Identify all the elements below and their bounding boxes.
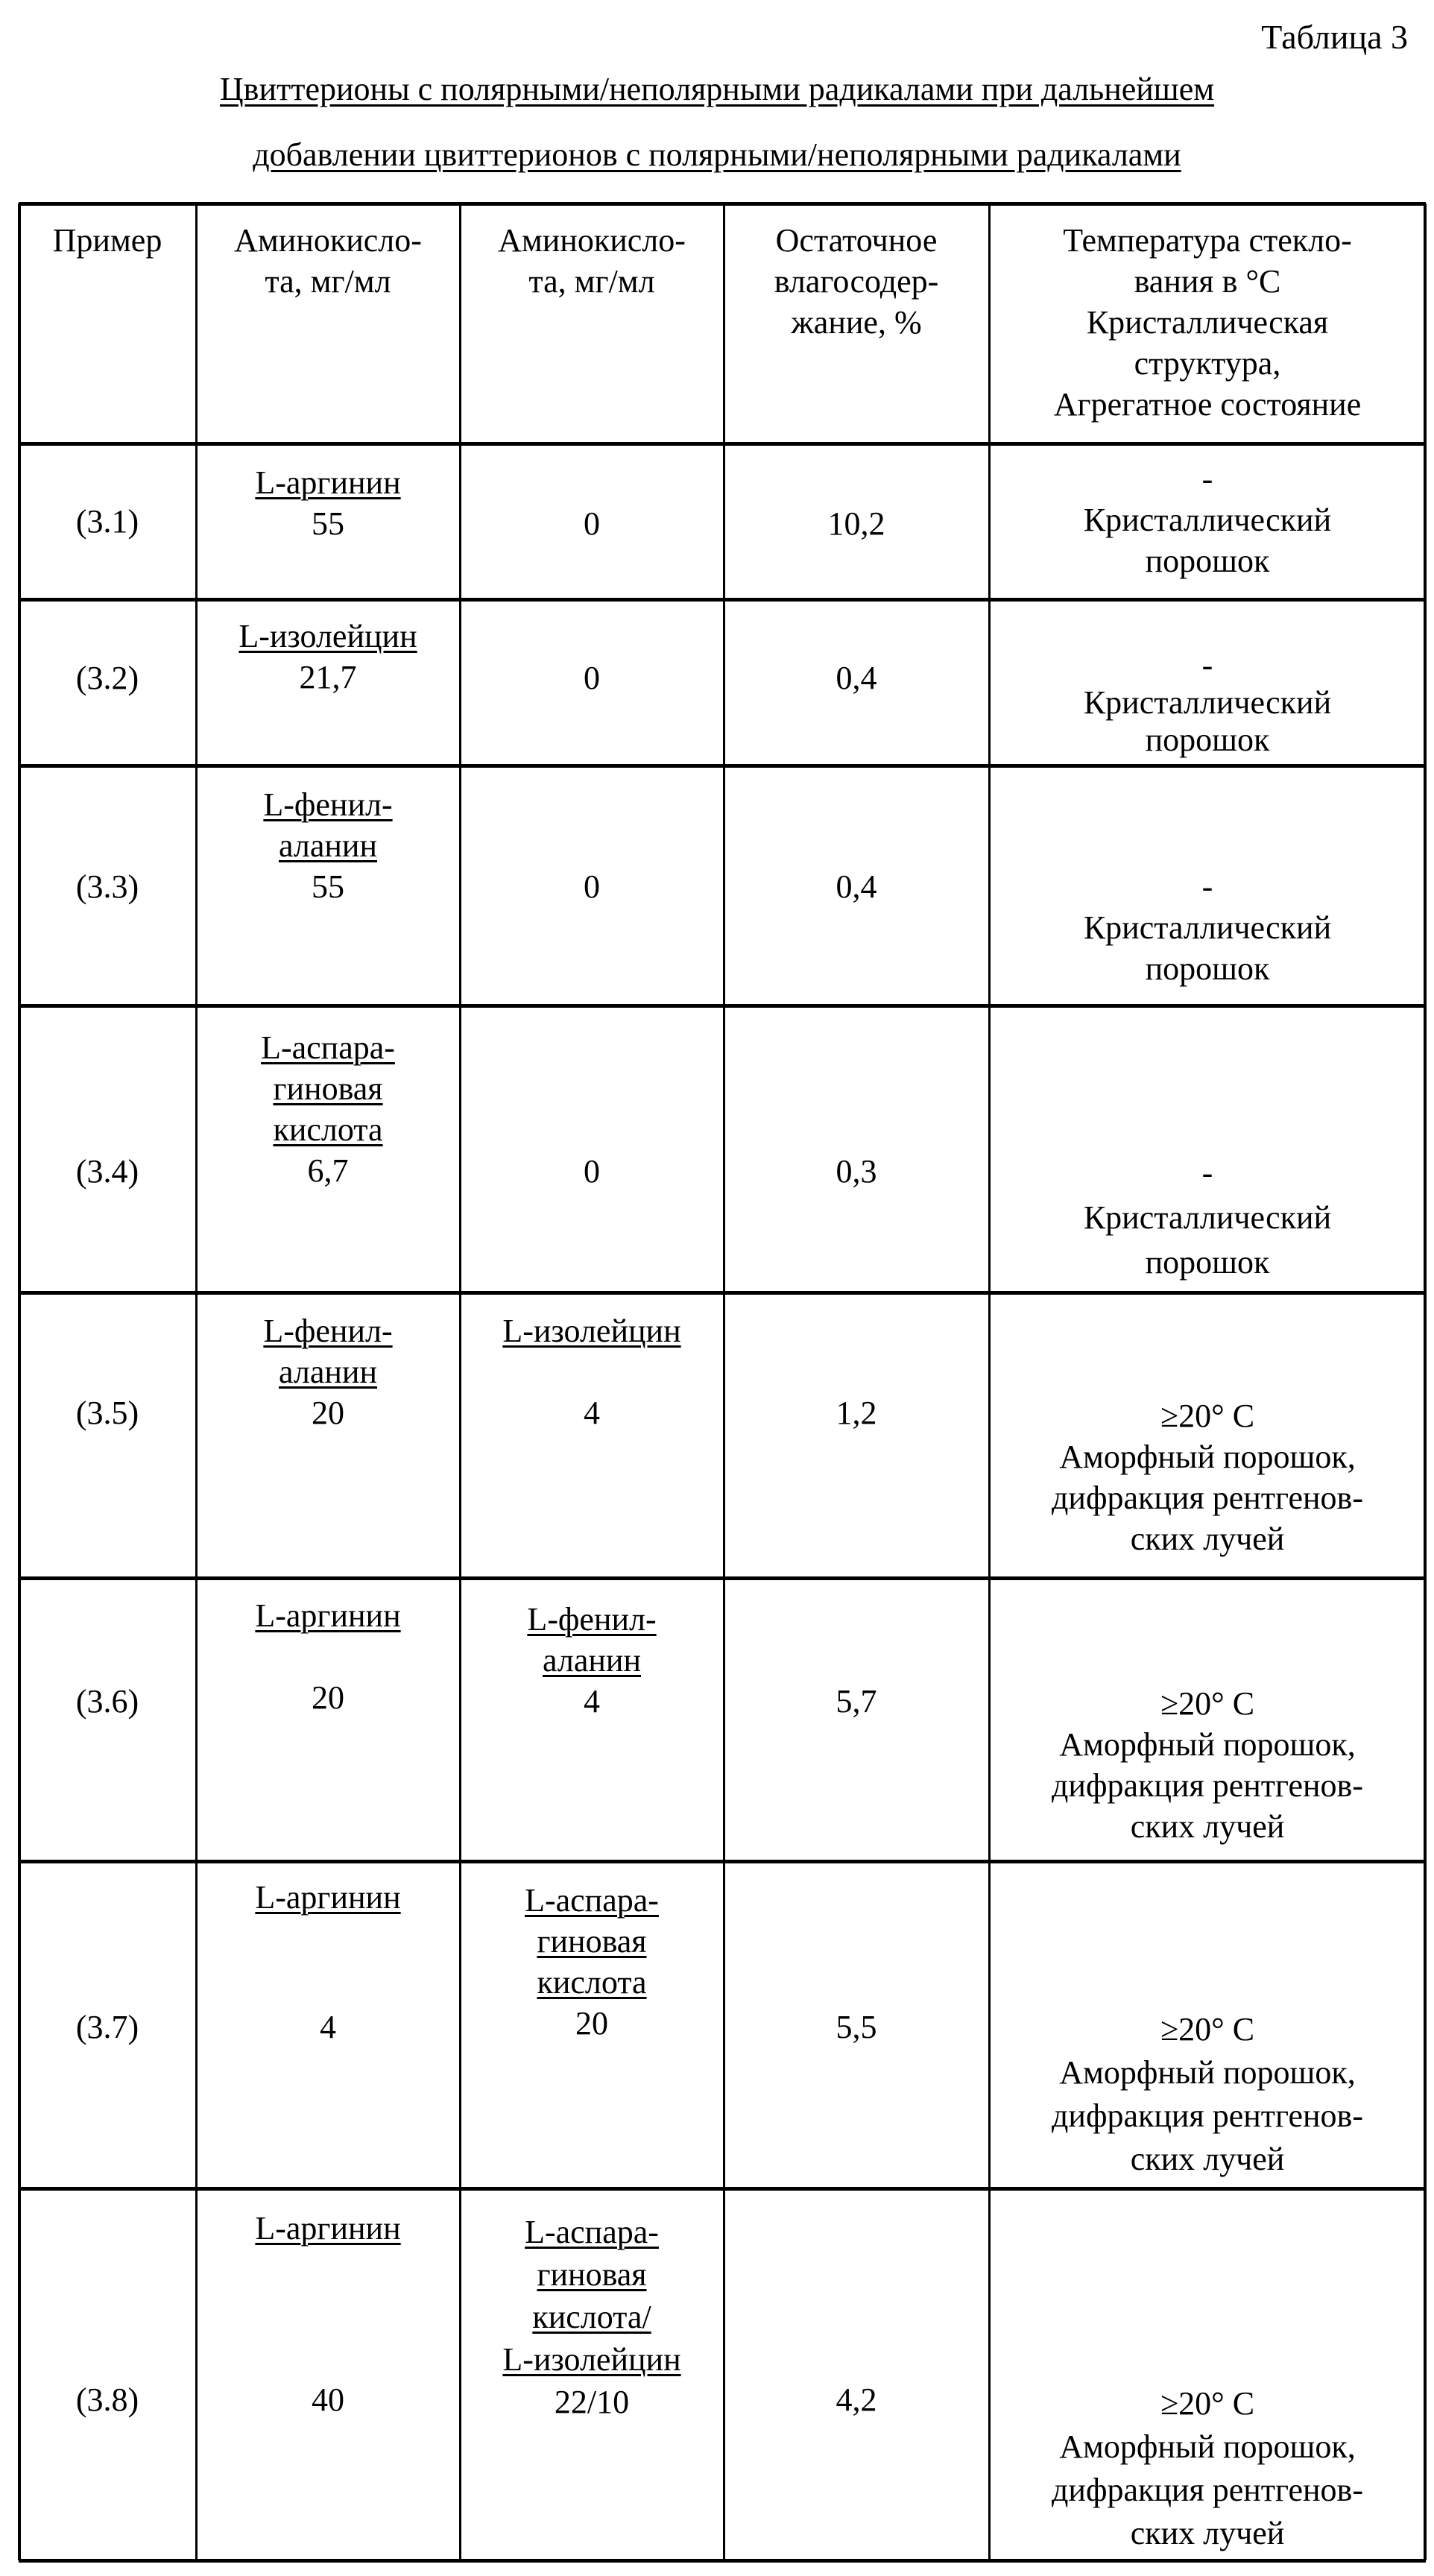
amino-acid-1-cell (196, 1595, 460, 1718)
row-divider (19, 2187, 1426, 2191)
amino-acid-1-cell (196, 1877, 460, 1918)
amino-acid-name: L-фенил- (263, 1313, 392, 1349)
example-id: (3.7) (19, 2007, 196, 2048)
amino-acid-value: 40 (196, 2379, 460, 2420)
example-id: (3.4) (19, 1151, 196, 1192)
moisture-value: 5,5 (724, 2007, 989, 2048)
moisture-cell (724, 1392, 989, 1433)
amino-acid-1-value-cell (196, 2379, 460, 2420)
row-divider (19, 764, 1426, 768)
amino-acid-name: L-фенил- (527, 1601, 656, 1638)
moisture-cell (724, 2007, 989, 2048)
amino-acid-value: 0 (460, 866, 724, 907)
amino-acid-value: 55 (196, 866, 460, 907)
example-id: (3.3) (19, 866, 196, 907)
state-text: Аморфный порошок, (989, 1436, 1426, 1477)
state-text: дифракция рентгенов- (989, 2094, 1426, 2138)
amino-acid-value: 4 (196, 2007, 460, 2048)
amino-acid-value: 20 (196, 1392, 460, 1433)
amino-acid-1-cell (196, 1027, 460, 1191)
amino-acid-name: аланин (279, 1354, 377, 1390)
amino-acid-2-cell (460, 1599, 724, 1722)
table-caption: Таблица 3 (1261, 16, 1408, 58)
moisture-cell (724, 866, 989, 907)
amino-acid-2-cell (460, 503, 724, 544)
state-text: Кристаллический (989, 499, 1426, 540)
moisture-cell (724, 2379, 989, 2420)
state-text: порошок (989, 948, 1426, 989)
header-cell-example (19, 220, 196, 261)
moisture-cell (724, 503, 989, 544)
example-cell (19, 501, 196, 542)
header-text: Аминокисло- (196, 220, 460, 261)
state-text: Аморфный порошок, (989, 2425, 1426, 2469)
state-text: Аморфный порошок, (989, 2051, 1426, 2094)
state-cell (989, 866, 1426, 989)
state-text: дифракция рентгенов- (989, 1765, 1426, 1806)
example-cell (19, 1151, 196, 1192)
amino-acid-2-cell (460, 657, 724, 698)
amino-acid-name: L-фенил- (263, 786, 392, 823)
amino-acid-value: 4 (460, 1681, 724, 1722)
example-cell (19, 866, 196, 907)
moisture-cell (724, 657, 989, 698)
state-text: Кристаллический (989, 684, 1426, 722)
header-text: Аминокисло- (460, 220, 724, 261)
amino-acid-value: 20 (196, 1677, 460, 1718)
amino-acid-value: 0 (460, 1151, 724, 1192)
amino-acid-1-cell (196, 462, 460, 544)
amino-acid-value: 4 (460, 1392, 724, 1433)
row-divider (19, 1291, 1426, 1295)
row-divider (19, 442, 1426, 446)
amino-acid-name: аланин (543, 1642, 641, 1679)
title-text-1: Цвиттерионы с полярными/неполярными радикалами при дальнейшем (220, 71, 1214, 107)
row-divider (19, 1860, 1426, 1863)
header-text: Температура стекло- (989, 220, 1426, 261)
amino-acid-value: 0 (460, 503, 724, 544)
moisture-value: 5,7 (724, 1681, 989, 1722)
amino-acid-1-cell (196, 1310, 460, 1433)
moisture-value: 0,4 (724, 657, 989, 698)
header-text: жание, % (724, 302, 989, 343)
header-text: Пример (19, 220, 196, 261)
state-text: ≥20° C (989, 1395, 1426, 1436)
state-text: ≥20° C (989, 1683, 1426, 1724)
state-text: - (989, 458, 1426, 499)
amino-acid-2-cell (460, 1880, 724, 2044)
state-cell (989, 2008, 1426, 2181)
header-text: вания в °C (989, 261, 1426, 302)
amino-acid-value: 55 (196, 503, 460, 544)
amino-acid-value: 0 (460, 657, 724, 698)
state-text: порошок (989, 540, 1426, 581)
moisture-value: 10,2 (724, 503, 989, 544)
header-text: та, мг/мл (196, 261, 460, 302)
amino-acid-name: гиновая (273, 1070, 382, 1107)
state-text: ских лучей (989, 1806, 1426, 1847)
state-text: Кристаллический (989, 1196, 1426, 1240)
table-title-line-1 (0, 69, 1434, 110)
state-text: ≥20° C (989, 2008, 1426, 2051)
amino-acid-name: L-аспара- (525, 2214, 659, 2250)
state-text: дифракция рентгенов- (989, 1477, 1426, 1518)
state-text: ских лучей (989, 2138, 1426, 2181)
row-divider (19, 598, 1426, 602)
state-text: - (989, 866, 1426, 907)
amino-acid-1-cell (196, 2208, 460, 2249)
header-cell-amino-acid-1 (196, 220, 460, 302)
state-text: - (989, 647, 1426, 684)
amino-acid-2-cell (460, 1151, 724, 1192)
amino-acid-value: 22/10 (460, 2381, 724, 2423)
amino-acid-value: 21,7 (196, 657, 460, 698)
amino-acid-name: L-аспара- (525, 1882, 659, 1919)
moisture-value: 1,2 (724, 1392, 989, 1433)
row-divider (19, 1576, 1426, 1580)
moisture-cell (724, 1681, 989, 1722)
table-border-bottom (19, 2559, 1426, 2563)
state-cell (989, 458, 1426, 581)
state-cell (989, 1683, 1426, 1847)
state-text: ских лучей (989, 2512, 1426, 2555)
header-text: Остаточное (724, 220, 989, 261)
amino-acid-name: L-аспара- (261, 1029, 395, 1066)
amino-acid-2-cell (460, 1310, 724, 1433)
row-divider (19, 1004, 1426, 1008)
amino-acid-name: кислота (537, 1964, 646, 2001)
header-text: Кристаллическая (989, 302, 1426, 343)
moisture-value: 0,4 (724, 866, 989, 907)
state-text: - (989, 1151, 1426, 1196)
table-title-line-2 (0, 134, 1434, 176)
amino-acid-name: кислота (273, 1111, 382, 1148)
example-cell (19, 1681, 196, 1722)
moisture-cell (724, 1151, 989, 1192)
amino-acid-name: L-аргинин (255, 1879, 400, 1916)
table-border-top (19, 202, 1426, 206)
amino-acid-2-cell (460, 2211, 724, 2423)
amino-acid-1-cell (196, 784, 460, 907)
state-text: ских лучей (989, 1518, 1426, 1559)
example-cell (19, 2379, 196, 2420)
header-cell-amino-acid-2 (460, 220, 724, 302)
amino-acid-name: кислота/ (532, 2299, 651, 2335)
example-cell (19, 2007, 196, 2048)
state-text: ≥20° C (989, 2382, 1426, 2425)
amino-acid-2-cell (460, 866, 724, 907)
amino-acid-value: 20 (460, 2003, 724, 2044)
amino-acid-name: L-изолейцин (239, 618, 417, 654)
state-cell (989, 1151, 1426, 1285)
header-cell-glass-transition (989, 220, 1426, 425)
amino-acid-name: L-аргинин (255, 1597, 400, 1634)
amino-acid-1-value-cell (196, 2007, 460, 2048)
example-id: (3.8) (19, 2379, 196, 2420)
amino-acid-value: 6,7 (196, 1150, 460, 1191)
amino-acid-name: гиновая (537, 2256, 646, 2293)
example-id: (3.2) (19, 657, 196, 698)
title-text-2: добавлении цвиттерионов с полярными/неполярными радикалами (253, 136, 1181, 173)
moisture-value: 0,3 (724, 1151, 989, 1192)
example-cell (19, 1392, 196, 1433)
header-cell-moisture (724, 220, 989, 343)
state-cell (989, 2382, 1426, 2555)
example-id: (3.6) (19, 1681, 196, 1722)
moisture-value: 4,2 (724, 2379, 989, 2420)
amino-acid-name: аланин (279, 827, 377, 864)
amino-acid-1-cell (196, 616, 460, 698)
example-cell (19, 657, 196, 698)
amino-acid-name: L-изолейцин (502, 2341, 680, 2378)
amino-acid-name: гиновая (537, 1923, 646, 1960)
header-text: влагосодер- (724, 261, 989, 302)
state-cell (989, 647, 1426, 759)
header-text: та, мг/мл (460, 261, 724, 302)
example-id: (3.5) (19, 1392, 196, 1433)
amino-acid-name: L-аргинин (255, 2210, 400, 2247)
example-id: (3.1) (19, 501, 196, 542)
state-cell (989, 1395, 1426, 1559)
header-text: Агрегатное состояние (989, 384, 1426, 425)
state-text: порошок (989, 722, 1426, 759)
header-text: структура, (989, 343, 1426, 384)
state-text: Аморфный порошок, (989, 1724, 1426, 1765)
amino-acid-name: L-аргинин (255, 464, 400, 501)
column-divider (18, 203, 21, 2560)
state-text: порошок (989, 1240, 1426, 1285)
amino-acid-name: L-изолейцин (502, 1313, 680, 1349)
state-text: Кристаллический (989, 907, 1426, 948)
state-text: дифракция рентгенов- (989, 2469, 1426, 2512)
